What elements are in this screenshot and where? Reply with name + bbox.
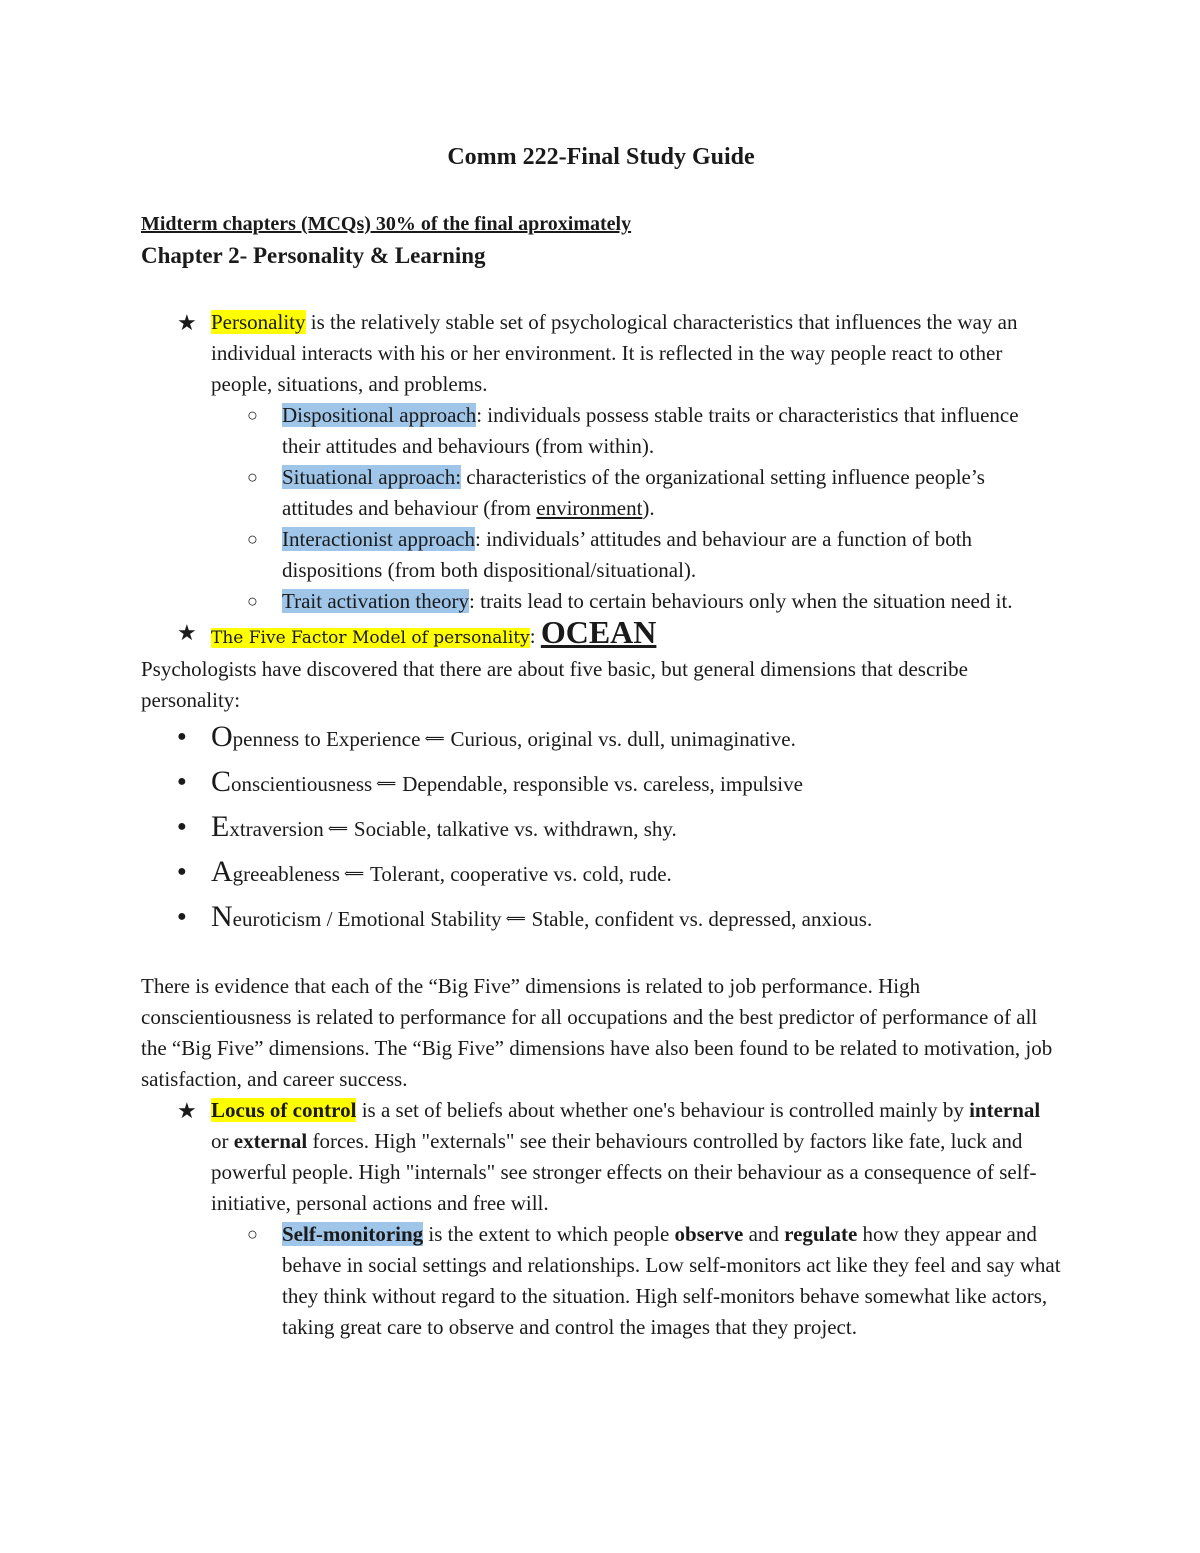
self-monitoring-term: Self-monitoring — [282, 1222, 424, 1246]
trait-initial: O — [211, 720, 233, 753]
personality-bullet — [141, 307, 1061, 400]
trait-name: penness to Experience — [232, 727, 421, 751]
trait-description: Tolerant, cooperative vs. cold, rude. — [370, 862, 672, 886]
approach-text: : traits lead to certain behaviours only when the situation need it. — [469, 589, 1013, 613]
big-five-evidence: There is evidence that each of the “Big Five” dimensions is related to job performance. High conscientiousness is related to performance for all occupations and the best predictor of performance of all the “Big Five” dimensions. The “Big Five” dimensions have also been found to be related to motivation, job satisfaction, and career success. — [141, 974, 1053, 1091]
dot-bullet-icon: ● — [177, 863, 187, 880]
self-monitoring-text-end: how they appear and behave in social settings and relationships. Low self-monitors act like they feel and say what they think without regard to the situation. High self-monitors behave somewhat like actors, taking great care to observe and control the images that they project. — [282, 1222, 1061, 1339]
approach-term: Dispositional approach — [282, 403, 477, 427]
dot-bullet-icon: ● — [177, 728, 187, 745]
circle-bullet-icon: ○ — [247, 1224, 258, 1244]
spacer — [141, 941, 1061, 971]
five-factor-term: The Five Factor Model of personality — [211, 628, 530, 648]
approach-term: Situational approach: — [282, 465, 462, 489]
trait-name: euroticism / Emotional Stability — [232, 907, 502, 931]
midterm-note: Midterm chapters (MCQs) 30% of the final aproximately — [141, 213, 632, 235]
trait-name: xtraversion — [229, 817, 324, 841]
star-bullet-icon: ★ — [177, 620, 197, 645]
personality-definition: is the relatively stable set of psychological characteristics that influences the way an individual interacts with his or her environment. It is reflected in the way people react to other people, situations, and problems. — [211, 310, 1018, 396]
circle-bullet-icon: ○ — [247, 529, 258, 549]
trait-initial: A — [211, 855, 233, 888]
dot-bullet-icon: ● — [177, 818, 187, 835]
arrow-icon: ⟸ — [327, 822, 348, 837]
locus-or: or — [211, 1129, 234, 1153]
locus-text-end: forces. High "externals" see their behaviours controlled by factors like fate, luck and powerful people. High "internals" see stronger effects on their behaviour as a consequence of self-initiative, personal actions and free will. — [211, 1129, 1037, 1215]
approach-item — [141, 524, 1061, 586]
locus-internal: internal — [969, 1098, 1041, 1122]
arrow-icon: ⟸ — [376, 777, 397, 792]
circle-bullet-icon: ○ — [247, 467, 258, 487]
circle-bullet-icon: ○ — [247, 591, 258, 611]
trait-initial: C — [211, 765, 232, 798]
self-monitoring-and: and — [743, 1222, 785, 1246]
approach-text-end: ). — [642, 496, 655, 520]
approach-item — [141, 400, 1061, 462]
star-bullet-icon: ★ — [177, 1098, 197, 1123]
chapter-heading: Chapter 2- Personality & Learning — [141, 243, 486, 268]
trait-item — [141, 761, 1061, 806]
arrow-icon: ⟸ — [424, 732, 445, 747]
approach-item — [141, 586, 1061, 617]
locus-external: external — [233, 1129, 308, 1153]
trait-item — [141, 851, 1061, 896]
document-title: Comm 222-Final Study Guide — [447, 144, 755, 170]
approach-term: Interactionist approach — [282, 527, 475, 551]
locus-bullet — [141, 1095, 1061, 1219]
trait-item — [141, 716, 1061, 761]
self-monitoring-regulate: regulate — [784, 1222, 858, 1246]
arrow-icon: ⟸ — [343, 867, 365, 882]
approach-text: characteristics of the organizational setting influence people’s attitudes and behaviour (from — [282, 465, 985, 520]
approach-text: : individuals’ attitudes and behaviour are a function of both dispositions (from both dispositional/situational). — [282, 527, 973, 582]
self-monitoring-text: is the extent to which people — [423, 1222, 675, 1246]
trait-item — [141, 896, 1061, 941]
dot-bullet-icon: ● — [177, 773, 187, 790]
personality-term: Personality — [211, 310, 306, 334]
self-monitoring-item — [141, 1219, 1061, 1343]
arrow-icon: ⟸ — [505, 912, 526, 927]
five-factor-bullet — [141, 614, 1061, 654]
document-body — [141, 142, 1061, 1343]
trait-initial: E — [211, 810, 230, 843]
five-factor-intro: Psychologists have discovered that there are about five basic, but general dimensions that describe personality: — [141, 657, 968, 712]
trait-name: onscientiousness — [231, 772, 373, 796]
locus-text: is a set of beliefs about whether one's behaviour is controlled mainly by — [356, 1098, 970, 1122]
trait-description: Stable, confident vs. depressed, anxious. — [531, 907, 873, 931]
trait-initial: N — [211, 900, 233, 933]
trait-name: greeableness — [232, 862, 340, 886]
trait-description: Curious, original vs. dull, unimaginative. — [450, 727, 796, 751]
star-bullet-icon: ★ — [177, 310, 197, 335]
locus-term: Locus of control — [211, 1098, 357, 1122]
approach-item — [141, 462, 1061, 524]
trait-description: Sociable, talkative vs. withdrawn, shy. — [353, 817, 677, 841]
self-monitoring-observe: observe — [674, 1222, 744, 1246]
circle-bullet-icon: ○ — [247, 405, 258, 425]
dot-bullet-icon: ● — [177, 908, 187, 925]
five-factor-colon: : — [529, 624, 536, 648]
approach-term: Trait activation theory — [282, 589, 470, 613]
trait-item — [141, 806, 1061, 851]
approach-underlined: environment — [536, 496, 643, 520]
approach-text: : individuals possess stable traits or characteristics that influence their attitudes and behaviours (from within). — [282, 403, 1019, 458]
trait-description: Dependable, responsible vs. careless, impulsive — [402, 772, 803, 796]
ocean-acronym: OCEAN — [540, 614, 657, 650]
